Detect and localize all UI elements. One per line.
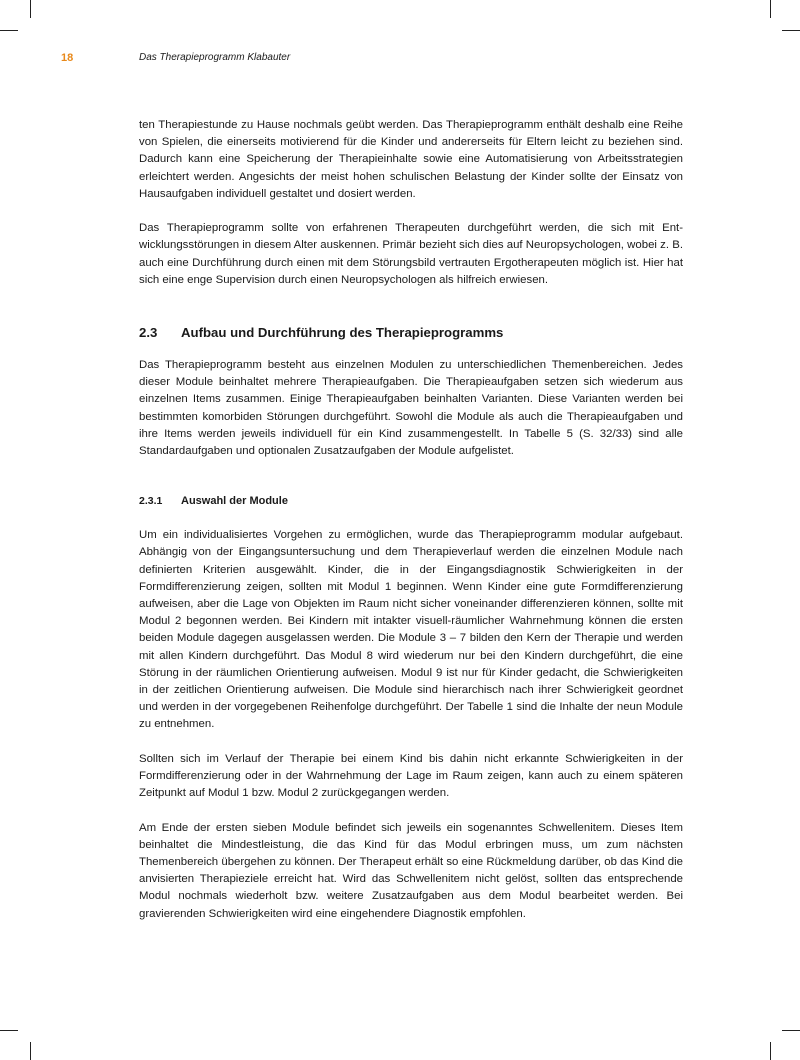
body-paragraph: Am Ende der ersten sieben Module befindet sich jeweils ein sogenanntes Schwellenitem. Dieses Item beinhaltet die Mindestleistung, die das Kind für das Modul erbringen muss, um zum nächsten Themenbereich übergehen zu können. Der Therapeut erhält so eine Rückmeldung darüber, ob das Kind die anvisierten Therapieziele erreicht hat. Wird das Schwellenitem nicht gelöst, sollten das entsprechende Modul nochmals wiederholt bzw. weitere Zusatzaufgaben aus dem Modul bearbeitet werden. Bei gravierenden Schwierigkeiten wird eine eingehendere Diagnostik empfohlen.: [139, 821, 683, 920]
page-body: [139, 117, 683, 923]
crop-mark-top-right-h: [782, 30, 800, 31]
page-header: [0, 52, 800, 68]
crop-mark-bottom-right-h: [782, 1030, 800, 1031]
section-title: Aufbau und Durchführung des Therapieprogramms: [181, 325, 504, 341]
subsection-heading: [139, 493, 683, 510]
running-title: Das Therapieprogramm Klabauter: [139, 52, 291, 63]
crop-mark-bottom-left: [30, 1042, 31, 1060]
body-paragraph: ten Therapiestunde zu Hause nochmals geübt werden. Das Therapieprogramm enthält deshalb eine Reihe von Spielen, die einerseits motivierend für die Kinder und andererseits für Eltern leicht zu beziehen sind. Dadurch kann eine Speicherung der Therapieinhalte sowie eine Automatisierung von Arbeitsstrategien erleichtert werden. Angesichts der meist hohen schulischen Belastung der Kinder sollte der Einsatz von Hausaufgaben individuell gestaltet und dosiert werden.: [139, 119, 683, 200]
section-number: 2.3: [139, 325, 158, 341]
body-paragraph: Das Therapieprogramm besteht aus einzelnen Modulen zu unterschiedlichen Themenbereichen. Jedes dieser Module beinhaltet mehrere Therapieaufgaben. Die Therapieaufgaben setzen sich wiederum aus einzelnen Items zusammen. Einige Therapieaufgaben beinhalten Varianten. Diese Varianten werden bei bestimmten komorbiden Störungen durchgeführt. Sowohl die Module als auch die Therapieaufgaben und ihre Items werden jeweils individuell für ein Kind zusammengestellt. In Tabelle 5 (S. 32/33) sind alle Standardaufgaben und optionalen Zusatzaufgaben der Module aufgelistet.: [139, 359, 683, 458]
crop-mark-top-left: [30, 0, 31, 18]
body-paragraph: Sollten sich im Verlauf der Therapie bei einem Kind bis dahin nicht erkannte Schwierigkeiten in der Formdifferenzierung oder in der Wahrnehmung der Lage im Raum zeigen, kann auch zu einem späteren Zeitpunkt auf Modul 1 bzw. Modul 2 zurückgegangen werden.: [139, 752, 683, 800]
subsection-number: 2.3.1: [139, 495, 163, 508]
body-paragraph: Um ein individualisiertes Vorgehen zu ermöglichen, wurde das Therapieprogramm modular aufgebaut. Abhängig von der Eingangsuntersuchung und dem Therapieverlauf werden die einzelnen Module nach definierten Kriterien ausgewählt. Kinder, die in der Eingangsdiagnostik Schwierigkeiten in der Formdifferenzierung zeigen, sollten mit Modul 1 beginnen. Wenn Kinder eine gute Formdifferenzierung aufweisen, aber die Lage von Objekten im Raum nicht sicher voneinander differenzieren können, sollte mit Modul 2 begonnen werden. Bei Kindern mit intakter visuell-räumlicher Wahrnehmung können die ersten beiden Module dagegen ausgelassen werden. Die Module 3 – 7 bilden den Kern der Therapie und werden mit allen Kindern durchgeführt. Das Modul 8 wird wiederum nur bei den Kindern durchgeführt, die eine Störung in der räumlichen Orientierung aufweisen. Modul 9 ist nur für Kinder gedacht, die Schwierigkeiten in der zeitlichen Orientierung aufweisen. Die Module sind hierarchisch nach ihrer Schwierigkeit geordnet und werden in der vorgegebenen Reihenfolge durchgeführt. Der Tabelle 1 sind die Inhalte der neun Module zu entnehmen.: [139, 529, 683, 731]
crop-mark-bottom-left-h: [0, 1030, 18, 1031]
crop-mark-top-left-h: [0, 30, 18, 31]
subsection-title: Auswahl der Module: [181, 495, 288, 508]
page-number: 18: [61, 52, 74, 64]
body-paragraph: Das Therapieprogramm sollte von erfahrenen Therapeuten durchgeführt werden, die sich mit Entwicklungsstörungen in diesem Alter auskennen. Primär bezieht sich dies auf Neuropsychologen, wobei z. B. auch eine Durchführung durch einen mit dem Störungsbild vertrauten Ergotherapeuten möglich ist. Hier hat sich eine enge Supervision durch einen Neuropsychologen als hilfreich erwiesen.: [139, 222, 683, 286]
section-heading: [139, 323, 683, 343]
crop-mark-top-right: [770, 0, 771, 18]
crop-mark-bottom-right: [770, 1042, 771, 1060]
